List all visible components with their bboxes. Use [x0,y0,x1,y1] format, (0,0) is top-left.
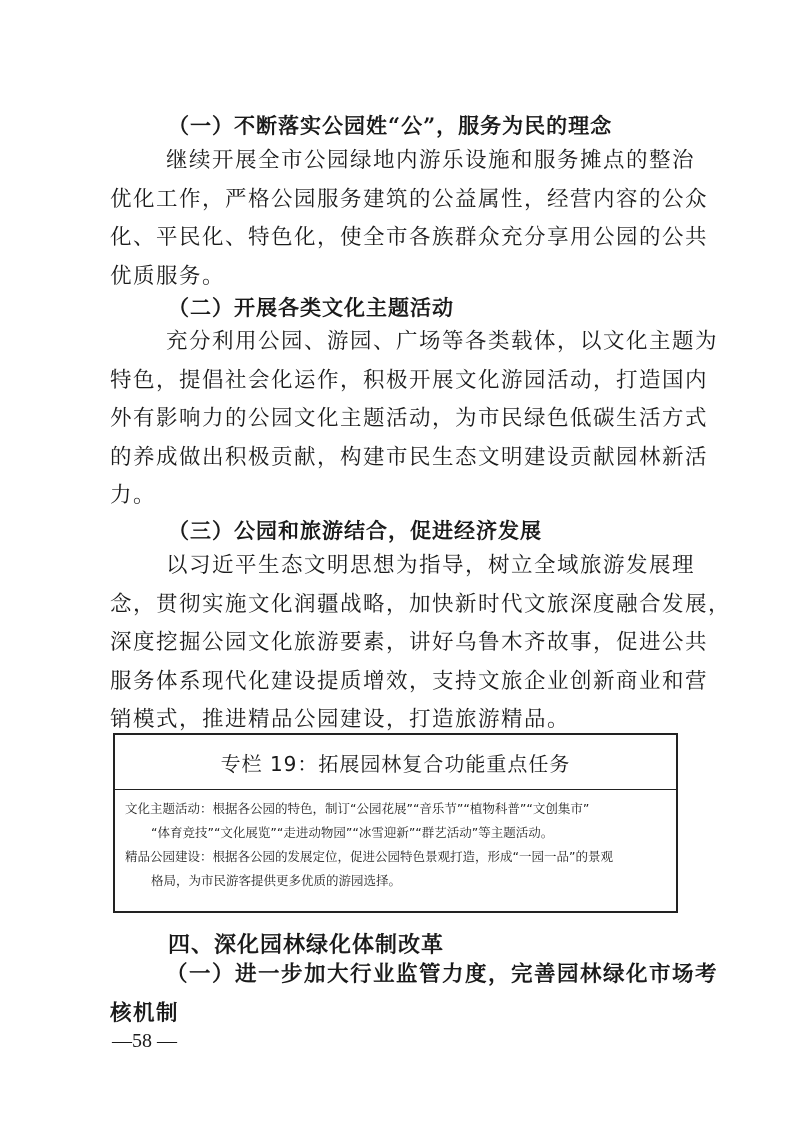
column-box-line: 格局，为市民游客提供更多优质的游园选择。 [151,873,402,888]
paragraph-line: 充分利用公园、游园、广场等各类载体，以文化主题为 [166,329,719,354]
column-box-title: 专栏 19：拓展园林复合功能重点任务 [115,735,676,790]
paragraph-1 [110,142,709,296]
paragraph-line: 深度挖掘公园文化旅游要素，讲好乌鲁木齐故事，促进公共 [110,630,709,655]
column-box-line: “体育竞技”“文化展览”“走进动物园”“冰雪迎新”“群艺活动”等主题活动。 [151,825,554,840]
paragraph-line: 以习近平生态文明思想为指导，树立全域旅游发展理 [166,553,696,578]
column-box-line: 文化主题活动：根据各公园的特色，制订“公园花展”“音乐节”“植物科普”“文创集市” [125,801,590,816]
section-heading-4: 四、深化园林绿化体制改革 [168,933,445,958]
paragraph-line: 外有影响力的公园文化主题活动，为市民绿色低碳生活方式 [110,406,709,431]
heading-line: 核机制 [110,1000,180,1026]
subsection-heading-4-1 [110,956,719,1033]
column-box-body [125,797,668,893]
paragraph-2 [110,323,719,516]
column-box [113,733,678,913]
paragraph-line: 特色，提倡社会化运作，积极开展文化游园活动，打造国内 [110,367,709,393]
paragraph-line: 销模式，推进精品公园建设，打造旅游精品。 [110,707,571,732]
paragraph-line: 继续开展全市公园绿地内游乐设施和服务摊点的整治 [166,148,696,173]
paragraph-line: 的养成做出积极贡献，构建市民生态文明建设贡献园林新活 [110,444,709,470]
paragraph-line: 念，贯彻实施文化润疆战略，加快新时代文旅深度融合发展， [110,591,732,617]
subsection-heading-1: （一）不断落实公园姓“公”，服务为民的理念 [168,113,613,138]
heading-line: （一）进一步加大行业监管力度，完善园林绿化市场考 [166,962,719,987]
paragraph-line: 优质服务。 [110,263,226,289]
paragraph-line: 优化工作，严格公园服务建筑的公益属性，经营内容的公众 [110,186,709,212]
subsection-heading-3: （三）公园和旅游结合，促进经济发展 [168,518,542,543]
paragraph-line: 力。 [110,483,157,508]
paragraph-3 [110,547,732,740]
column-box-line: 精品公园建设：根据各公园的发展定位，促进公园特色景观打造，形成“一园一品”的景观 [125,849,613,864]
subsection-heading-2: （二）开展各类文化主题活动 [168,295,454,320]
paragraph-line: 服务体系现代化建设提质增效，支持文旅企业创新商业和营 [110,668,709,694]
page-number: —58 — [112,1030,177,1052]
paragraph-line: 化、平民化、特色化，使全市各族群众充分享用公园的公共 [110,225,709,250]
